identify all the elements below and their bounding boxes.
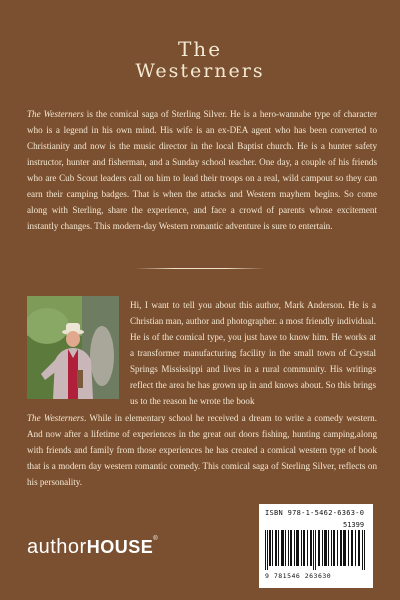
isbn-barcode [259,504,373,588]
title-line-2: Westerners [135,60,265,82]
isbn-number: ISBN 978-1-5462-6363-0 [265,509,365,517]
publisher-logo: authorHOUSE® [27,536,159,558]
bio-text-2: . While in elementary school he received a dream to write a comedy western. And now after a lifetime of experiences in the great out doors fishing, hunting camping,along with friends and family from those experiences he has created a comical western type of book that is a modern day western romantic comedy. This comical saga of Sterling Silver, reflects on his personality. [27,413,377,487]
title-line-1: The [177,37,223,61]
barcode-bars [265,530,367,570]
ornamental-divider [135,268,265,269]
book-title [0,38,400,82]
blurb-text: is the comical saga of Sterling Silver. He is a hero-wannabe type of character who is a legend in his own mind. His wife is an ex-DEA agent who has been converted to Christianity and now is the music director in the local Baptist church. He is a hunter safety instructor, hunter and fisherman, and a Sunday school teacher. One day, a couple of his friends who are Cub Scout leaders call on him to lead their troops on a real, wild campout so they can earn their camping badges. That is when the attacks and Western mayhem begins. So come along with Sterling, share the experience, and face a crowd of parents whose excitement instantly changes. This modern-day Western romantic adventure is sure to entertain. [27,109,377,231]
author-bio-bottom [27,410,377,490]
bio-text-1: Hi, I want to tell you about this author, Mark Anderson. He is a Christian man, author and photographer. a most friendly individual. He is of the comical type, you just have to know him. He works at a transformer manufacturing facility in the small town of Crystal Springs Mississippi and lives in a rural community. His writings reflect the area he has grown up in and knows about. So this brings us to the reason he wrote the book [130,300,376,406]
barcode-number: 9 781546 263630 [265,572,332,580]
author-photo [27,296,119,399]
bio-book-title: The Westerners [27,413,84,423]
book-blurb [27,106,377,234]
blurb-book-title: The Westerners [27,109,84,119]
price-code: 51399 [343,521,365,529]
author-bio-top [130,297,376,409]
